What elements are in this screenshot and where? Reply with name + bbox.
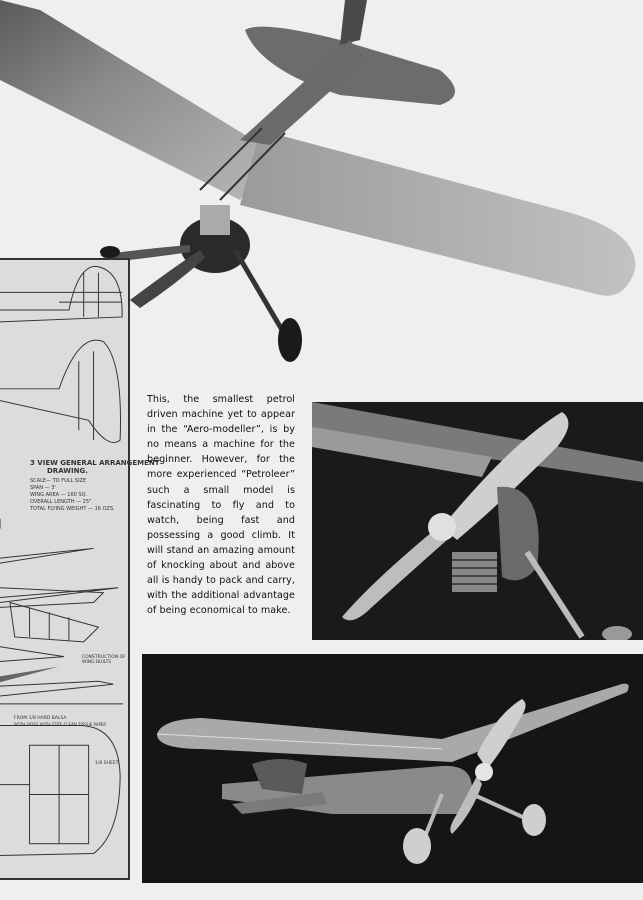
plan-title: 3 VIEW GENERAL ARRANGEMENT: [30, 459, 160, 467]
plan-drawing-lines: [0, 260, 128, 878]
plan-title-line2: DRAWING.: [47, 467, 88, 475]
plan-spec-span: SPAN — 3': [30, 485, 56, 491]
plan-drawing-strip: [0, 258, 160, 880]
aircraft-bottom-illustration: [142, 654, 643, 883]
aircraft-photo-bottom: [142, 654, 643, 883]
plan-note-construction: CONSTRUCTION OF WING BUILTS: [82, 655, 126, 665]
spinner: [428, 513, 456, 541]
left-wing: [0, 0, 270, 200]
plan-spec-length: OVERALL LENGTH — 25": [30, 499, 92, 505]
engine-cylinder: [452, 552, 497, 592]
tail-fin: [340, 0, 367, 45]
plan-spec-weight: TOTAL FLYING WEIGHT — 16 OZS.: [30, 506, 115, 512]
right-wing: [240, 130, 635, 296]
engine-closeup-photo: [312, 402, 643, 640]
wheel: [278, 318, 302, 362]
article-caption: This, the smallest petrol driven machine yet to appear in the “Aero-modeller”, is by no means a machine for the beginner. However, for the more experienced “Petroleer” such a small model is fascinating to fly and to watch, being fast and possessing a good climb. It will stand an amazing amount of knocking about and above all is handy to pack and carry, with the additional advantage of being economical to make.: [147, 394, 295, 617]
engine-closeup-illustration: [312, 402, 643, 640]
wheel-left: [403, 828, 431, 864]
plan-spec-scale: SCALE— TO FULL SIZE: [30, 478, 87, 484]
plan-note-covering2: BOTH SIDES WITH STIFF CLEAN TISSUE PAPER: [14, 722, 107, 727]
plan-spec-wing-area: WING AREA — 160 SQ.: [30, 492, 88, 498]
plan-note-sheet: 1/8 SHEET: [95, 761, 119, 766]
plan-note-covering: FROM 1/8 HARD BALSA: [14, 716, 67, 721]
wheel-right: [522, 804, 546, 836]
propeller-blade: [130, 250, 205, 308]
